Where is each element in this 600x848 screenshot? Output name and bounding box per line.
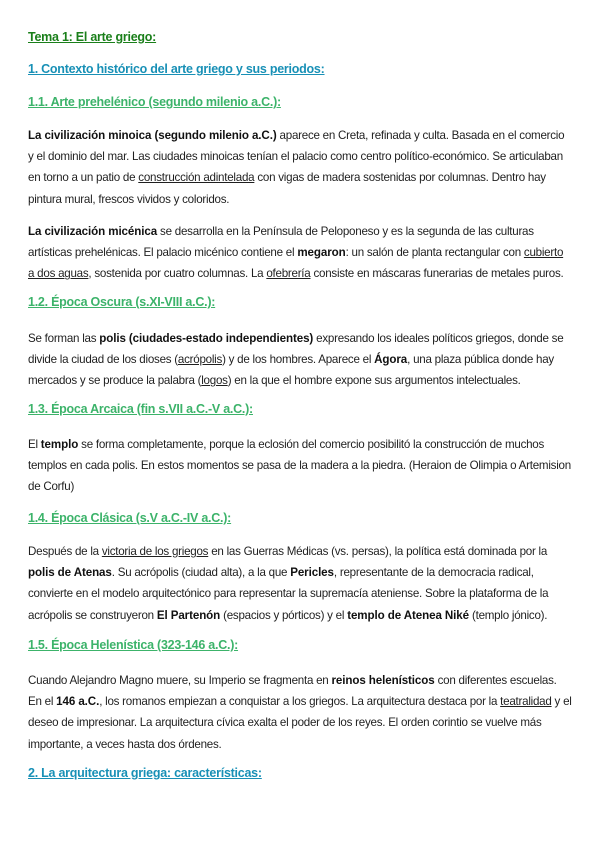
paragraph-epoca-helenistica: Cuando Alejandro Magno muere, su Imperio se fragmenta en reinos helenísticos con diferentes escuelas. En el 146 a.C., los romanos empiezan a conquistar a los griegos. La arquitectura destaca por la teatralidad y el deseo de impresionar. La arquitectura cívica exalta el poder de los reyes. El orden corintio se vuelve más importante, a veces hasta dos órdenes. [28, 674, 572, 751]
section-1-4-heading: 1.4. Época Clásica (s.V a.C.-IV a.C.): [28, 511, 232, 525]
section-1-5-heading: 1.5. Época Helenística (323-146 a.C.): [28, 638, 239, 652]
paragraph-epoca-arcaica: El templo se forma completamente, porque la eclosión del comercio posibilitó la construcción de muchos templos en cada polis. En estos momentos se pasa de la madera a la piedra. (Heraion de Olimpia o Artemision de Corfu) [28, 438, 571, 494]
section-2-heading: 2. La arquitectura griega: características: [28, 766, 262, 780]
paragraph-epoca-oscura: Se forman las polis (ciudades-estado independientes) expresando los ideales políticos griegos, donde se divide la ciudad de los dioses (acrópolis) y de los hombres. Aparece el Ágora, una plaza pública donde hay mercados y se produce la palabra (logos) en la que el hombre expone sus argumentos intelectuales. [28, 332, 564, 388]
section-1-3-heading: 1.3. Época Arcaica (fin s.VII a.C.-V a.C.): [28, 402, 253, 416]
document-title: Tema 1: El arte griego: [28, 30, 157, 44]
section-1-2-heading: 1.2. Época Oscura (s.XI-VIII a.C.): [28, 295, 216, 309]
paragraph-micenica: La civilización micénica se desarrolla en la Península de Peloponeso y es la segunda de las culturas artísticas prehelénicas. El palacio micénico contiene el megaron: un salón de planta rectangular con cubierto a dos aguas, sostenida por cuatro columnas. La ofebrería consiste en máscaras funerarias de metales puros. [28, 225, 564, 281]
paragraph-epoca-clasica: Después de la victoria de los griegos en las Guerras Médicas (vs. persas), la política está dominada por la polis de Atenas. Su acrópolis (ciudad alta), a la que Pericles, representante de la democracia radical, convierte en el modelo arquitectónico para representar la supremacía ateniense. Sobre la plataforma de la acrópolis se construyeron El Partenón (espacios y pórticos) y el templo de Atenea Niké (templo jónico). [28, 545, 549, 622]
section-1-heading: 1. Contexto histórico del arte griego y sus periodos: [28, 62, 325, 76]
section-1-1-heading: 1.1. Arte prehelénico (segundo milenio a.C.): [28, 95, 281, 109]
paragraph-minoica: La civilización minoica (segundo milenio a.C.) aparece en Creta, refinada y culta. Basada en el comercio y el dominio del mar. Las ciudades minoicas tenían el palacio como centro político-económico. Se articulaban en torno a un patio de construcción adintelada con vigas de madera sostenidas por columnas. Dentro hay pintura mural, frescos vividos y coloridos. [28, 129, 565, 206]
